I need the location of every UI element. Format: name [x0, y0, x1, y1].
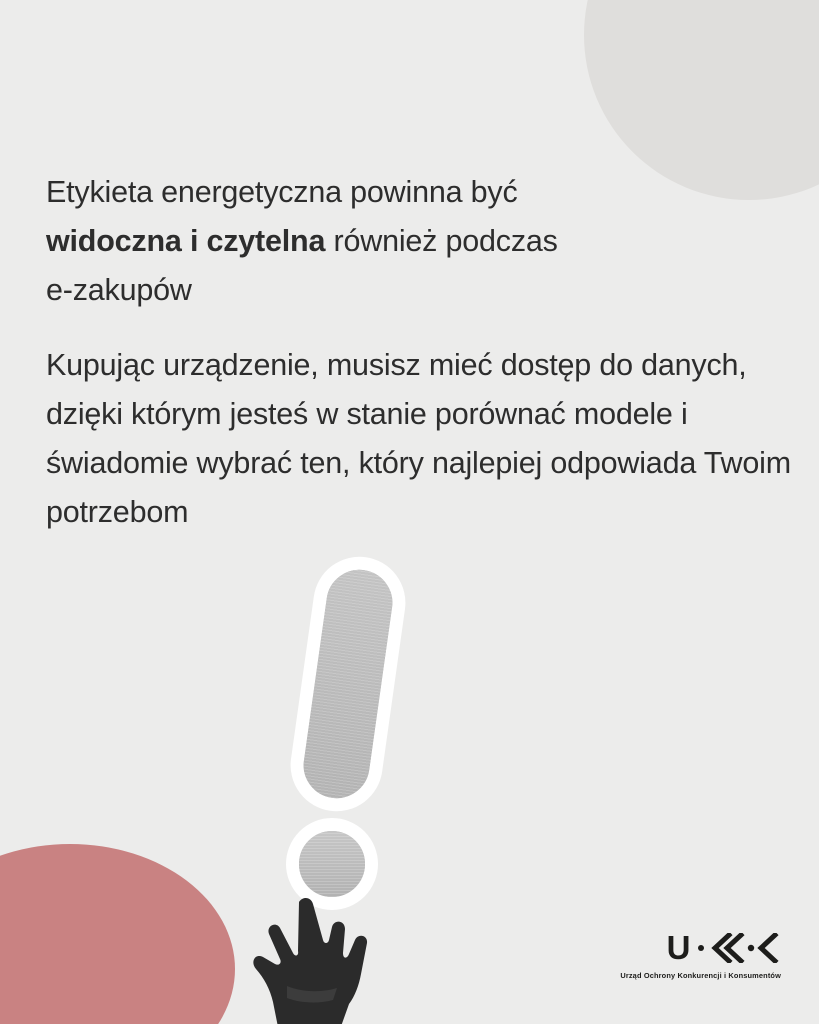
body-text: Kupując urządzenie, musisz mieć dostęp do danych, dzięki którym jesteś w stanie porównać modele i świadomie wybrać ten, który najlepiej odpowiada Twoim potrzebom [46, 348, 791, 529]
logo-mark [620, 931, 781, 964]
exclamation-mark-icon [268, 556, 428, 916]
text-block [46, 168, 791, 537]
uokik-logo [620, 931, 781, 980]
hand-holding-icon [243, 866, 393, 1024]
headline-bold: widoczna i czytelna [46, 224, 326, 258]
logo-chevrons-icon [711, 933, 781, 963]
exclamation-bar-texture [299, 566, 396, 803]
headline-line-2-rest: również podczas [325, 224, 558, 258]
decorative-circle-bottom-left [0, 844, 235, 1024]
logo-letter-u: U [666, 929, 691, 966]
logo-caption: Urząd Ochrony Konkurencji i Konsumentów [620, 971, 781, 980]
logo-dot-icon [698, 945, 704, 951]
headline-line-3: e-zakupów [46, 273, 192, 307]
headline [46, 168, 791, 315]
headline-line-1: Etykieta energetyczna powinna być [46, 175, 518, 209]
exclamation-bar [285, 551, 412, 817]
